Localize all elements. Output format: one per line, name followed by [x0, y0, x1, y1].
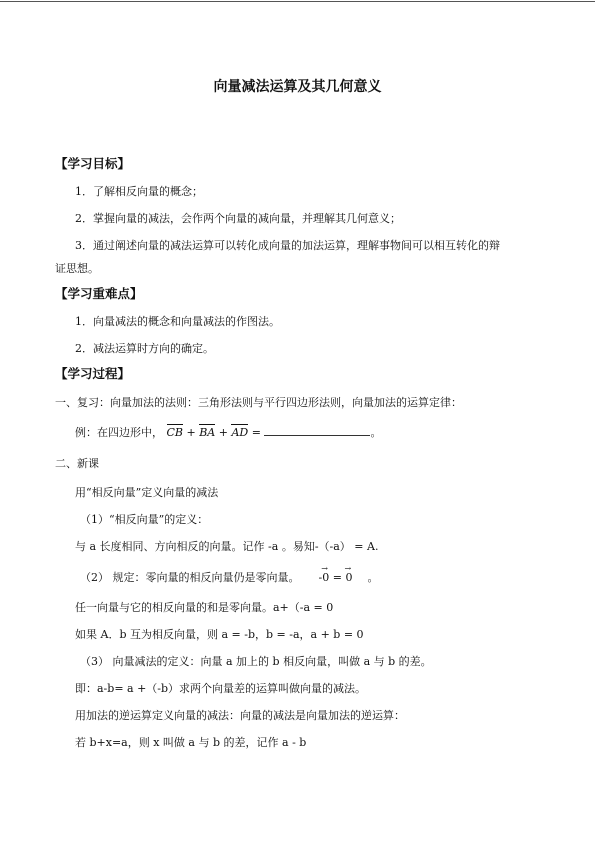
- vector-cb: CB: [166, 426, 183, 439]
- goal-item-2: 2．掌握向量的减法，会作两个向量的减向量，并理解其几何意义；: [75, 212, 401, 225]
- top-border-line: [0, 1, 595, 2]
- rule-2-text: （2） 规定：零向量的相反向量仍是零向量。: [80, 571, 300, 584]
- key-point-2: 2．减法运算时方向的确定。: [75, 342, 214, 355]
- zero-vector-1: → 0: [322, 571, 329, 585]
- zero-vector-2: → 0: [345, 571, 352, 585]
- lesson-line-3: 与 a 长度相同、方向相反的向量。记作 -a 。易知-（-a） = A.: [75, 540, 379, 553]
- plus-sign-1: +: [186, 426, 196, 439]
- lesson-line-2: （1）“相反向量”的定义：: [80, 513, 209, 526]
- goal-item-3-continued: 证思想。: [55, 262, 99, 275]
- goal-item-3: 3．通过阐述向量的减法运算可以转化成向量的加法运算，理解事物间可以相互转化的辩: [75, 239, 500, 252]
- vector-ad: AD: [231, 426, 249, 439]
- plus-sign-2: +: [218, 426, 228, 439]
- zero-equals: =: [332, 571, 342, 584]
- process-heading: 【学习过程】: [55, 366, 131, 381]
- lesson-line-6: （3） 向量减法的定义：向量 a 加上的 b 相反向量，叫做 a 与 b 的差。: [80, 655, 432, 668]
- key-point-1: 1．向量减法的概念和向量减法的作图法。: [75, 315, 280, 328]
- rule-2-line: [80, 571, 378, 585]
- rule-2-suffix: 。: [367, 571, 379, 584]
- lesson-line-5: 如果 A．b 互为相反向量，则 a = -b，b = -a，a + b = 0: [75, 628, 364, 641]
- example-line: [75, 425, 381, 440]
- goals-heading: 【学习目标】: [55, 156, 131, 171]
- lesson-line-1: 用“相反向量”定义向量的减法: [75, 486, 219, 499]
- lesson-line-9: 若 b+x=a，则 x 叫做 a 与 b 的差，记作 a - b: [75, 736, 307, 749]
- example-prefix: 例：在四边形中，: [75, 426, 163, 439]
- lesson-line-7: 即：a-b= a +（-b）求两个向量差的运算叫做向量的减法。: [75, 682, 367, 695]
- zero-minus: -: [318, 571, 323, 584]
- page-title: 向量减法运算及其几何意义: [213, 79, 382, 95]
- new-lesson-heading: 二、新课: [55, 457, 99, 470]
- vector-ba: BA: [199, 426, 216, 439]
- example-period: 。: [370, 426, 382, 439]
- lesson-line-8: 用加法的逆运算定义向量的减法：向量的减法是向量加法的逆运算：: [75, 709, 405, 722]
- equals-sign: =: [251, 426, 261, 439]
- answer-blank: [264, 425, 370, 436]
- lesson-line-4: 任一向量与它的相反向量的和是零向量。a+（-a = 0: [75, 601, 334, 614]
- goal-item-1: 1．了解相反向量的概念；: [75, 185, 203, 198]
- key-points-heading: 【学习重难点】: [55, 286, 143, 301]
- review-line: 一、复习：向量加法的法则：三角形法则与平行四边形法则，向量加法的运算定律：: [55, 396, 462, 409]
